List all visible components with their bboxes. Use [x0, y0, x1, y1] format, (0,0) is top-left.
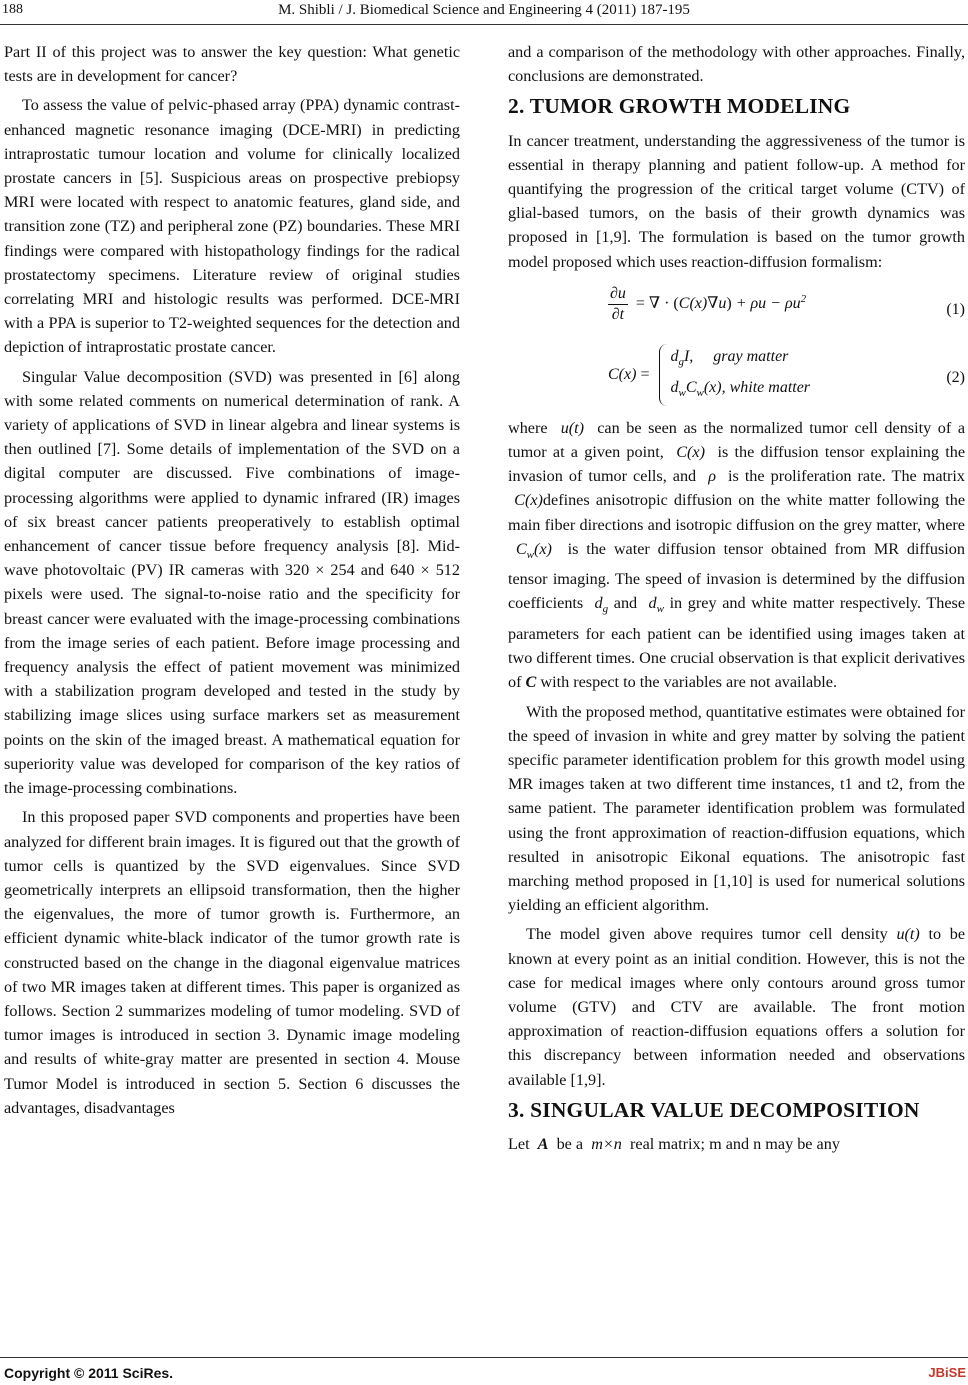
footer-rule — [0, 1357, 968, 1358]
paragraph: With the proposed method, quantitative estimates were obtained for the speed of invasion in white and grey matter by solving the patient specific parameter identification problem for this growth model using MR images taken at two different time instances, t1 and t2, from the same patient. The parameter identification problem was formulated using the front approximation of reaction-diffusion equations, which resulted in anisotropic Eikonal equations. The anisotropic fast marching method proposed in [1,10] is used for numerical solutions yielding an efficient algorithm. — [508, 702, 965, 915]
paragraph: Singular Value decomposition (SVD) was presented in [6] along with some related comments on numerical determination of rank. A variety of applications of SVD in linear algebra and linear systems is then outlined [7]. Some details of implementation of the SVD on a digital computer are discussed. Five combinations of image-processing algorithms were applied to dynamic infrared (IR) images of six breast cancer patients preoperatively to establish optimal enhancement of cancer tissue before frequency analysis [8]. Mid-wave photovoltaic (PV) IR cameras with 320 × 254 and 640 × 512 pixels were used. The signal-to-noise ratio and the specificity for breast cancer were evaluated with the image-processing combinations from the image series of each patient. Before image processing and frequency analysis the effect of patient movement was minimized with a stabilization program developed and tested in the study by stabilizing image slices using surface markers set as measurement points on the skin of the imaged breast. A mathematical equation for superiority value was developed for comparison of the key ratios of the image-processing combinations. — [4, 367, 460, 798]
page-number: 188 — [2, 2, 23, 17]
paragraph: and a comparison of the methodology with other approaches. Finally, conclusions are demonstrated. — [508, 43, 965, 86]
left-column — [4, 40, 460, 1125]
paragraph: where u(t) can be seen as the normalized tumor cell density of a tumor at a given point, C(x) is the diffusion tensor explaining the invasion of tumor cells, and ρ is the proliferation rate. The matrix C(x)defines anisotropic diffusion on the white matter following the main fiber directions and isotropic diffusion on the grey matter, where $C_w(x)$ is the water diffusion tensor obtained from MR diffusion tensor imaging. The speed of invasion is determined by the diffusion coefficients $d_g$ and $d_w$ in grey and white matter respectively. These parameters for each patient can be identified using images taken at two different times. One crucial observation is that explicit derivatives of C with respect to the variables are not available. — [508, 418, 966, 692]
copyright: Copyright © 2011 SciRes. — [4, 1365, 174, 1381]
journal-abbrev: JBiSE — [928, 1365, 966, 1380]
running-head: M. Shibli / J. Biomedical Science and Engineering 4 (2011) 187-195 — [278, 2, 690, 18]
paragraph: Let A be a m×n real matrix; m and n may be any — [508, 1134, 840, 1153]
equation-number: (1) — [946, 300, 965, 318]
paragraph: The model given above requires tumor cell density u(t) to be known at every point as an initial condition. However, this is not the case for medical images where only contours around gross tumor volume (GTV) and CTV are available. The front motion approximation of reaction-diffusion equations offers a solution for this discrepancy between information needed and observations available [1,9]. — [508, 925, 966, 1089]
paragraph: In this proposed paper SVD components and properties have been analyzed for different brain images. It is figured out that the growth of tumor cells is quantized by the SVD eigenvalues. Since SVD geometrically interprets an ellipsoid transformation, then the higher the eigenvalues, the more of tumor growth is. Furthermore, an efficient dynamic white-black indicator of the tumor growth rate is constructed based on the change in the diagonal eigenvalue matrices of two MR images taken at different times. This paper is organized as follows. Section 2 summarizes modeling of tumor modeling. SVD of tumor images is introduced in section 3. Dynamic image modeling and results of white-gray matter are presented in section 4. Mouse Tumor Model is introduced in section 5. Section 6 discusses the advantages, disadvantages — [4, 808, 460, 1117]
eq2-case-gray: gray matter — [713, 347, 789, 365]
section-heading: 3. SINGULAR VALUE DECOMPOSITION — [508, 1097, 920, 1122]
equation-number: (2) — [946, 368, 965, 386]
page-header — [0, 0, 968, 30]
right-column — [508, 40, 965, 1161]
paragraph: Part II of this project was to answer the key question: What genetic tests are in development for cancer? — [4, 43, 460, 86]
page-footer — [0, 1357, 968, 1385]
paragraph: To assess the value of pelvic-phased array (PPA) dynamic contrast-enhanced magnetic resonance imaging (DCE-MRI) in predicting intraprostatic tumour location and volume for clinically localized prostate cancers in [5]. Suspicious areas on prospective prebiopsy MRI were located with respect to anatomic features, gland side, and transition zone (TZ) and peripheral zone (PZ) boundaries. These MRI findings were compared with histopathology findings for the radical prostatectomy specimens. Literature review of original studies correlating MRI and histologic results was performed. DCE-MRI with a PPA is superior to T2-weighted sequences for the detection and depiction of intraprostatic prostate cancer. — [4, 96, 460, 357]
header-rule — [0, 24, 968, 25]
section-heading: 2. TUMOR GROWTH MODELING — [508, 94, 851, 119]
paragraph: In cancer treatment, understanding the aggressiveness of the tumor is essential in therapy planning and patient follow-up. A method for quantifying the progression of the critical target volume (CTV) of glial-based tumors, on the basis of their growth dynamics was proposed in [1,9]. The formulation is based on the tumor growth model proposed which uses reaction-diffusion formalism: — [508, 131, 965, 271]
equation-2: C(x) = $d_gI$, gray matter $d_wC_w(x)$, white matter (2) — [508, 342, 965, 412]
eq2-case-white: white matter — [729, 379, 811, 397]
equation-1: $\frac{\partial u}{\partial t}$ = ∇ · $(C(x)\nabla u) + \rho u - \rho u^2$ (1) — [610, 284, 965, 323]
